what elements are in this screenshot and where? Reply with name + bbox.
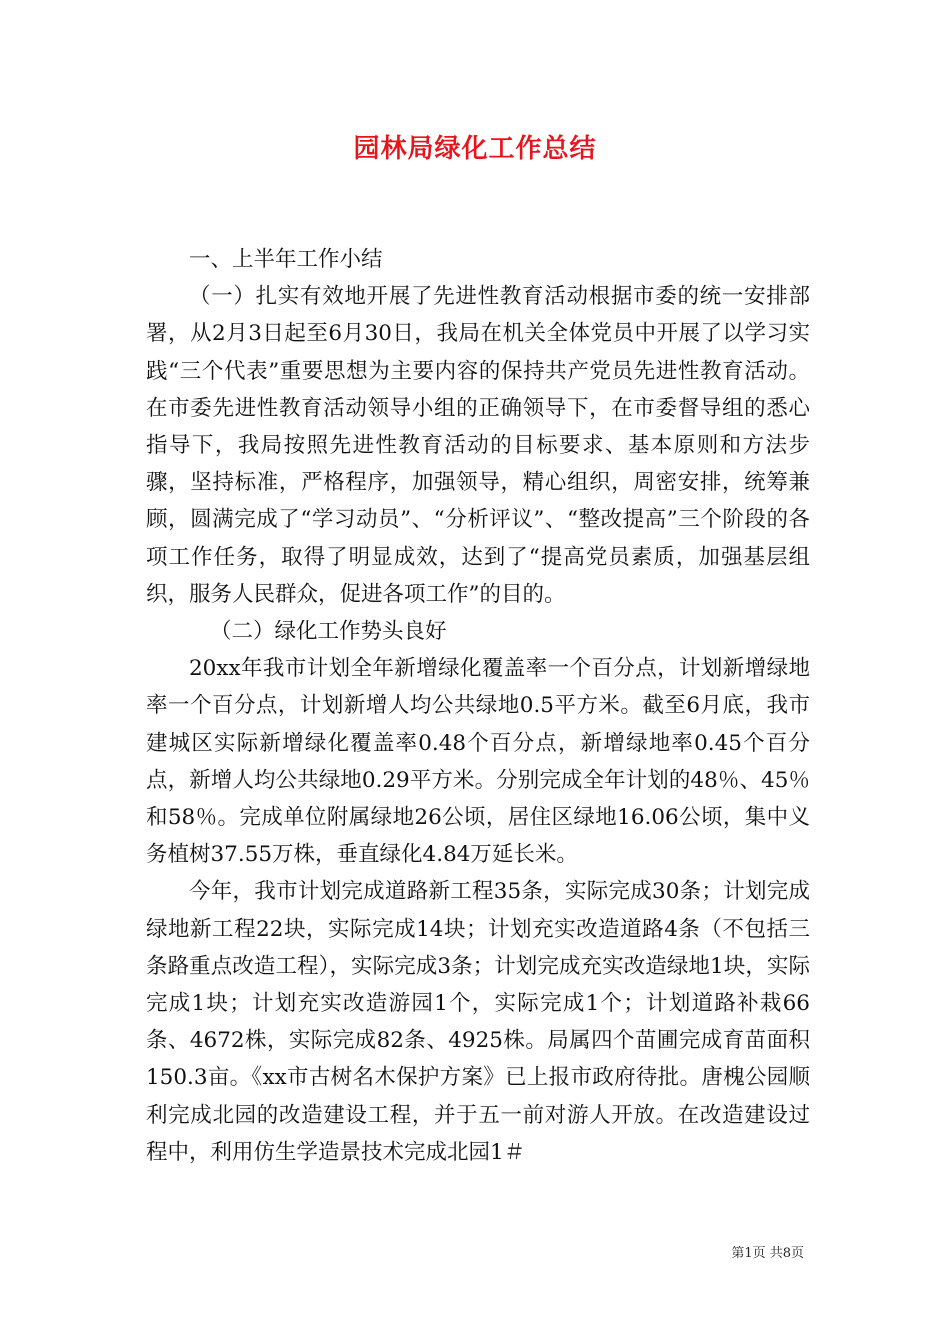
page-number: 第1页 共8页 — [731, 1246, 804, 1261]
sub-heading-label: （一） — [189, 284, 256, 310]
paragraph-3: 20xx年我市计划全年新增绿化覆盖率一个百分点，计划新增绿地率一个百分点，计划新增人均公共绿地0.5平方米。截至6月底，我市建城区实际新增绿化覆盖率0.48个百分点，新增绿地率0.45个百分点，新增人均公共绿地0.29平方米。分别完成全年计划的48％、45％和58％。完成单位附属绿地26公顷，居住区绿地16.06公顷，集中义务植树37.55万株，垂直绿化4.84万延长米。 — [146, 656, 810, 868]
document-title: 园林局绿化工作总结 — [353, 134, 597, 164]
section-heading: 一、上半年工作小结 — [189, 247, 383, 272]
paragraph-1-text: 扎实有效地开展了先进性教育活动根据市委的统一安排部署，从2月3日起至6月30日，我局在机关全体党员中开展了以学习实践“三个代表”重要思想为主要内容的保持共产党员先进性教育活动。在市委先进性教育活动领导小组的正确领导下，在市委督导组的悉心指导下，我局按照先进性教育活动的目标要求、基本原则和方法步骤，坚持标准，严格程序，加强领导，精心组织，周密安排，统筹兼顾，圆满完成了“学习动员”、“分析评议”、“整改提高”三个阶段的各项工作任务，取得了明显成效，达到了“提高党员素质，加强基层组织，服务人民群众，促进各项工作”的目的。 — [146, 284, 810, 607]
sub-heading-2: （二）绿化工作势头良好 — [210, 619, 447, 645]
document-body — [146, 241, 810, 1171]
paragraph-1 — [146, 278, 810, 613]
paragraph-4: 今年，我市计划完成道路新工程35条，实际完成30条；计划完成绿地新工程22块，实际完成14块；计划充实改造道路4条（不包括三条路重点改造工程），实际完成3条；计划完成充实改造绿地1块，实际完成1块；计划充实改造游园1个，实际完成1个；计划道路补栽66条、4672株，实际完成82条、4925株。局属四个苗圃完成育苗面积150.3亩。《xx市古树名木保护方案》已上报市政府待批。唐槐公园顺利完成北园的改造建设工程，并于五一前对游人开放。在改造建设过程中，利用仿生学造景技术完成北园1＃ — [146, 879, 810, 1165]
